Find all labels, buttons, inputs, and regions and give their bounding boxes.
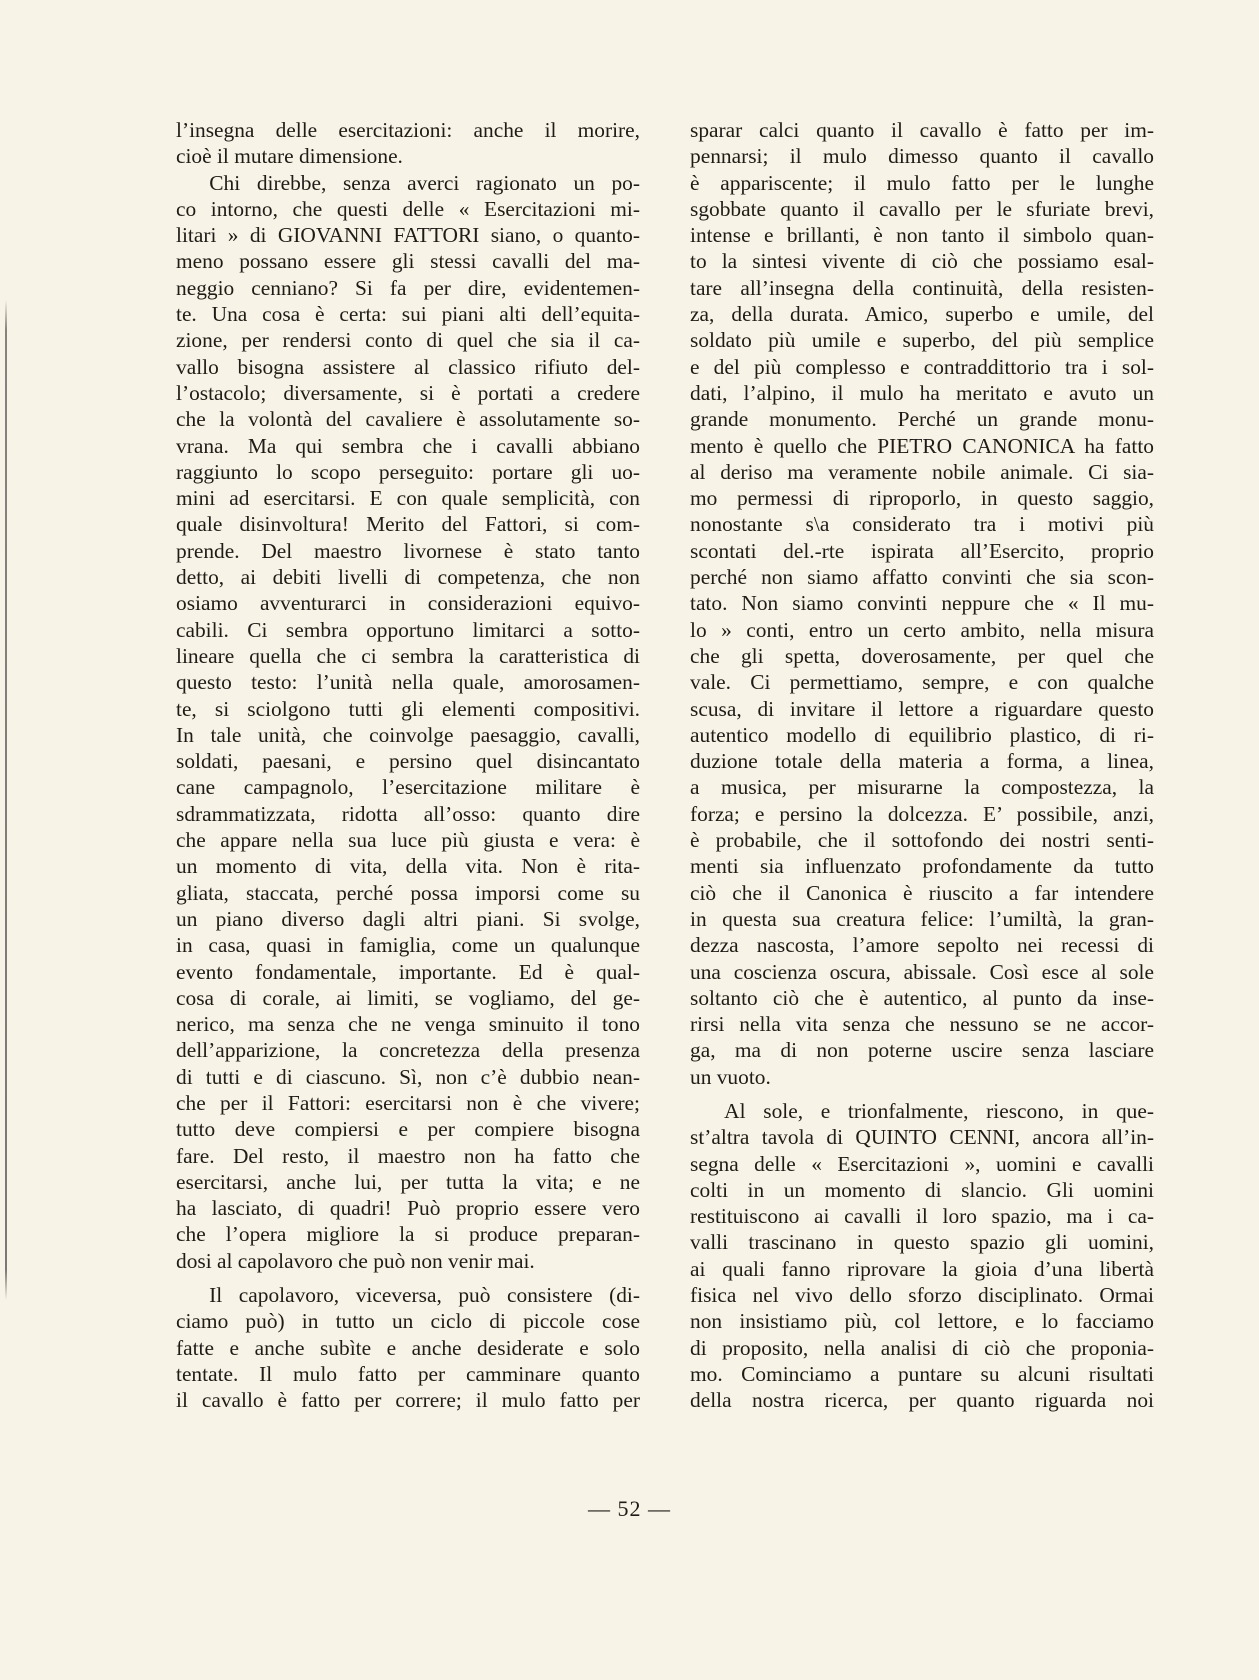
- left-text-column: [176, 117, 640, 1414]
- text-line: l’ostacolo; diversamente, si è portati a credere: [176, 380, 640, 405]
- text-line: ha lasciato, di quadri! Può proprio essere vero: [176, 1196, 640, 1221]
- text-line: dosi al capolavoro che può non venir mai.: [176, 1248, 535, 1273]
- text-line: che l’opera migliore la si produce preparan-: [176, 1222, 640, 1247]
- text-line: in questa sua creatura felice: l’umiltà, la gran-: [690, 906, 1154, 931]
- text-line: duzione totale della materia a forma, a linea,: [690, 749, 1154, 774]
- text-line: Il capolavoro, viceversa, può consistere (di-: [176, 1283, 640, 1308]
- text-line: forza; e persino la dolcezza. E’ possibile, anzi,: [690, 801, 1154, 826]
- text-line: segna delle « Esercitazioni », uomini e cavalli: [690, 1151, 1154, 1176]
- text-line: meno possano essere gli stessi cavalli del ma-: [176, 249, 640, 274]
- text-line: osiamo avventurarci in considerazioni equivo-: [176, 591, 640, 616]
- text-line: fisica nel vivo dello sforzo disciplinato. Ormai: [690, 1283, 1154, 1308]
- paragraph-gap: [176, 1274, 640, 1282]
- text-line: Al sole, e trionfalmente, riescono, in que-: [690, 1098, 1154, 1123]
- text-line: dell’apparizione, la concretezza della presenza: [176, 1038, 640, 1063]
- text-line: intense e brillanti, è non tanto il simbolo quan-: [690, 223, 1154, 248]
- text-line: soldati, paesani, e persino quel disincantato: [176, 749, 640, 774]
- text-line: di tutti e di ciascuno. Sì, non c’è dubbio nean-: [176, 1064, 640, 1089]
- text-line: è appariscente; il mulo fatto per le lunghe: [690, 170, 1154, 195]
- text-line: a musica, per misurarne la compostezza, la: [690, 775, 1154, 800]
- text-line: dezza nascosta, l’amore sepolto nei recessi di: [690, 933, 1154, 958]
- text-line: ga, ma di non poterne uscire senza lasciare: [690, 1038, 1154, 1063]
- text-line: litari » di GIOVANNI FATTORI siano, o quanto-: [176, 223, 640, 248]
- text-line: esercitarsi, anche lui, per tutta la vita; e ne: [176, 1169, 640, 1194]
- text-line: sgobbate quanto il cavallo per le sfuriate brevi,: [690, 196, 1154, 221]
- text-line: che gli spetta, doverosamente, per quel che: [690, 643, 1154, 668]
- text-line: cosa di corale, ai limiti, se vogliamo, del ge-: [176, 985, 640, 1010]
- text-line: un momento di vita, della vita. Non è rita-: [176, 854, 640, 879]
- text-line: che appare nella sua luce più giusta e vera: è: [176, 828, 640, 853]
- text-line: za, della durata. Amico, superbo e umile, del: [690, 302, 1154, 327]
- text-line: che per il Fattori: esercitarsi non è che vivere;: [176, 1090, 640, 1115]
- text-line: fatte e anche subìte e anche desiderate e solo: [176, 1335, 640, 1360]
- scan-binding-shadow: [5, 300, 7, 1300]
- text-line: te. Una cosa è certa: sui piani alti dell’equita-: [176, 302, 640, 327]
- text-line: lineare quella che ci sembra la caratteristica di: [176, 643, 640, 668]
- page-number: — 52 —: [588, 1496, 671, 1521]
- text-line: to la sintesi vivente di ciò che possiamo esal-: [690, 249, 1154, 274]
- text-line: gliata, staccata, perché possa imporsi come su: [176, 880, 640, 905]
- text-line: nerico, ma senza che ne venga sminuito il tono: [176, 1012, 640, 1037]
- text-line: della nostra ricerca, per quanto riguarda noi: [690, 1388, 1154, 1413]
- text-line: ai quali fanno riprovare la gioia d’una libertà: [690, 1256, 1154, 1281]
- text-line: soldato più umile e superbo, del più semplice: [690, 328, 1154, 353]
- text-line: cane campagnolo, l’esercitazione militare è: [176, 775, 640, 800]
- text-line: non insistiamo più, col lettore, e lo facciamo: [690, 1309, 1154, 1334]
- text-line: colti in un momento di slancio. Gli uomini: [690, 1177, 1154, 1202]
- text-line: mo. Cominciamo a puntare su alcuni risultati: [690, 1361, 1154, 1386]
- text-line: detto, ai debiti livelli di competenza, che non: [176, 565, 640, 590]
- text-line: neggio cenniano? Si fa per dire, evidentemen-: [176, 275, 640, 300]
- text-line: dati, l’alpino, il mulo ha meritato e avuto un: [690, 380, 1154, 405]
- text-line: evento fondamentale, importante. Ed è qual-: [176, 959, 640, 984]
- text-line: scusa, di invitare il lettore a riguardare questo: [690, 696, 1154, 721]
- text-line: un vuoto.: [690, 1064, 771, 1089]
- text-line: valli trascinano in questo spazio gli uomini,: [690, 1230, 1154, 1255]
- text-line: cioè il mutare dimensione.: [176, 144, 403, 169]
- paragraph-gap: [690, 1090, 1154, 1098]
- text-line: perché non siamo affatto convinti che sia scon-: [690, 565, 1154, 590]
- text-line: è probabile, che il sottofondo dei nostri senti-: [690, 828, 1154, 853]
- text-line: In tale unità, che coinvolge paesaggio, cavalli,: [176, 722, 640, 747]
- text-line: vale. Ci permettiamo, sempre, e con qualche: [690, 670, 1154, 695]
- text-line: te, si sciolgono tutti gli elementi compositivi.: [176, 696, 640, 721]
- text-line: nonostante s\a considerato tra i motivi più: [690, 512, 1154, 537]
- text-line: zione, per rendersi conto di quel che sia il ca-: [176, 328, 640, 353]
- text-line: sparar calci quanto il cavallo è fatto per im-: [690, 118, 1154, 142]
- text-line: sdrammatizzata, ridotta all’osso: quanto dire: [176, 801, 640, 826]
- text-line: co intorno, che questi delle « Esercitazioni mi-: [176, 196, 640, 221]
- text-line: lo » conti, entro un certo ambito, nella misura: [690, 617, 1154, 642]
- text-line: ciò che il Canonica è riuscito a far intendere: [690, 880, 1154, 905]
- right-text-column: [690, 117, 1154, 1414]
- text-line: raggiunto lo scopo perseguito: portare gli uo-: [176, 459, 640, 484]
- text-line: Chi direbbe, senza averci ragionato un po-: [176, 170, 640, 195]
- text-line: prende. Del maestro livornese è stato tanto: [176, 538, 640, 563]
- text-line: tentate. Il mulo fatto per camminare quanto: [176, 1361, 640, 1386]
- text-line: un piano diverso dagli altri piani. Si svolge,: [176, 906, 640, 931]
- text-line: di proposito, nella analisi di ciò che proponia-: [690, 1335, 1154, 1360]
- text-line: vallo bisogna assistere al classico rifiuto del-: [176, 354, 640, 379]
- text-line: cabili. Ci sembra opportuno limitarci a sotto-: [176, 617, 640, 642]
- text-line: menti sia influenzato profondamente da tutto: [690, 854, 1154, 879]
- text-line: mini ad esercitarsi. E con quale semplicità, con: [176, 486, 640, 511]
- text-line: tare all’insegna della continuità, della resisten-: [690, 275, 1154, 300]
- text-line: st’altra tavola di QUINTO CENNI, ancora all’in-: [690, 1125, 1154, 1150]
- text-line: mento è quello che PIETRO CANONICA ha fatto: [690, 433, 1154, 458]
- text-line: ciamo può) in tutto un ciclo di piccole cose: [176, 1309, 640, 1334]
- text-line: tutto deve compiersi e per compiere bisogna: [176, 1117, 640, 1142]
- text-line: e del più complesso e contraddittorio tra i sol-: [690, 354, 1154, 379]
- text-line: che la volontà del cavaliere è assolutamente so-: [176, 407, 640, 432]
- text-line: autentico modello di equilibrio plastico, di ri-: [690, 722, 1154, 747]
- text-line: questo testo: l’unità nella quale, amorosamen-: [176, 670, 640, 695]
- text-line: scontati del.-rte ispirata all’Esercito, proprio: [690, 538, 1154, 563]
- text-line: il cavallo è fatto per correre; il mulo fatto per: [176, 1388, 640, 1413]
- text-line: vrana. Ma qui sembra che i cavalli abbiano: [176, 433, 640, 458]
- text-line: restituiscono ai cavalli il loro spazio, ma i ca-: [690, 1204, 1154, 1229]
- text-line: pennarsi; il mulo dimesso quanto il cavallo: [690, 144, 1154, 169]
- text-line: rirsi nella vita senza che nessuno se ne accor-: [690, 1012, 1154, 1037]
- text-line: soltanto ciò che è autentico, al punto da inse-: [690, 985, 1154, 1010]
- text-line: una coscienza oscura, abissale. Così esce al sole: [690, 959, 1154, 984]
- text-line: mo permessi di riproporlo, in questo saggio,: [690, 486, 1154, 511]
- text-line: al deriso ma veramente nobile animale. Ci sia-: [690, 459, 1154, 484]
- text-line: tato. Non siamo convinti neppure che « Il mu-: [690, 591, 1154, 616]
- text-line: fare. Del resto, il maestro non ha fatto che: [176, 1143, 640, 1168]
- text-line: l’insegna delle esercitazioni: anche il morire,: [176, 118, 640, 142]
- text-line: grande monumento. Perché un grande monu-: [690, 407, 1154, 432]
- text-line: in casa, quasi in famiglia, come un qualunque: [176, 933, 640, 958]
- text-line: quale disinvoltura! Merito del Fattori, si com-: [176, 512, 640, 537]
